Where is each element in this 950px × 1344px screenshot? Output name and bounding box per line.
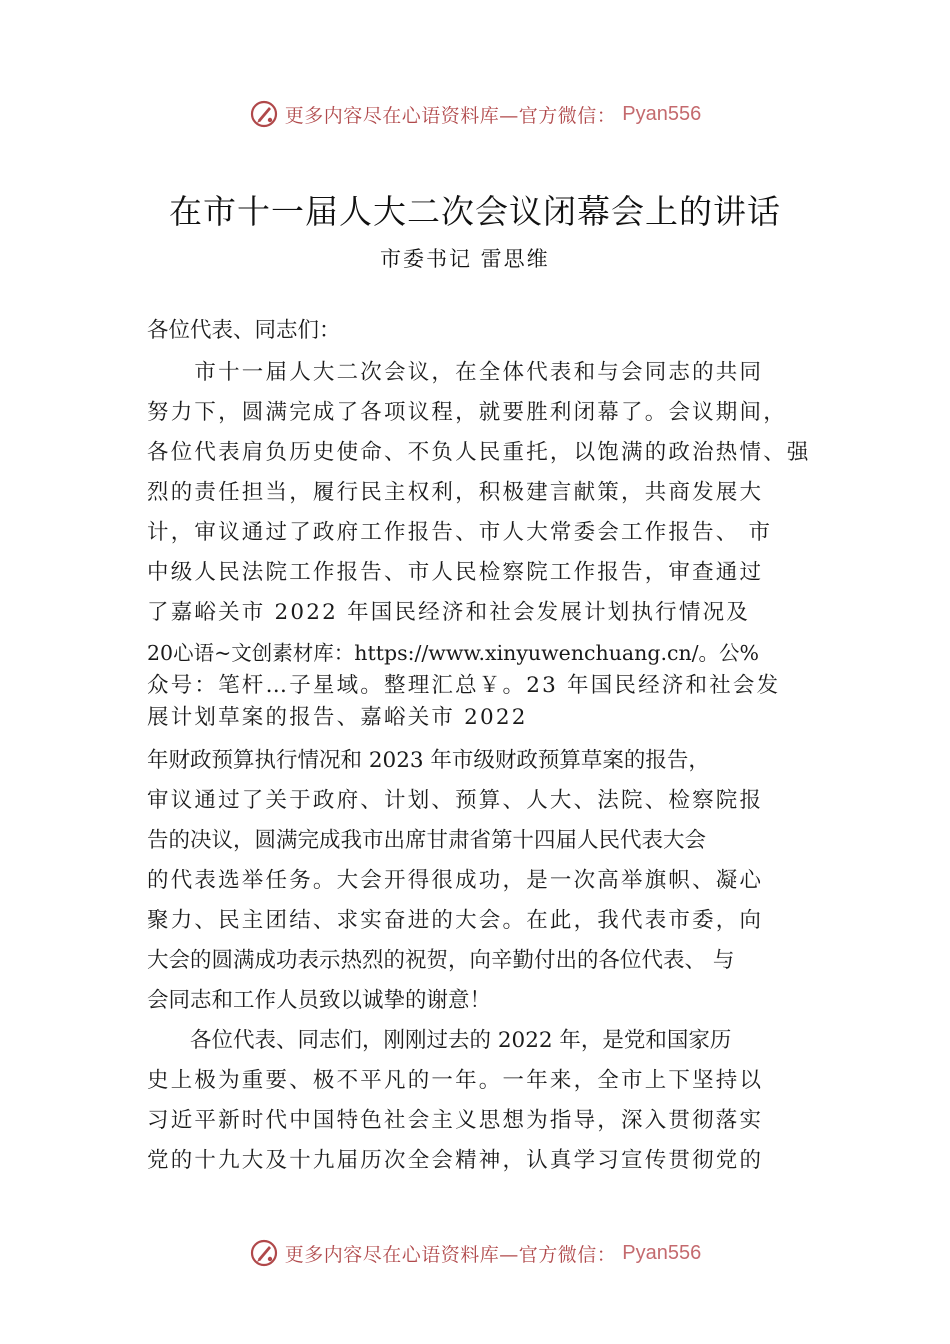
body-line: 党的十九大及十九届历次全会精神，认真学习宣传贯彻党的 xyxy=(147,1148,764,1173)
body-line: 习近平新时代中国特色社会主义思想为指导，深入贯彻落实 xyxy=(147,1108,764,1133)
body-line: 的代表选举任务。大会开得很成功，是一次高举旗帜、凝心 xyxy=(147,868,764,893)
body-line: 各位代表肩负历史使命、不负人民重托，以饱满的政治热情、强 xyxy=(147,440,811,465)
body-line: 各位代表、同志们，刚刚过去的 2022 年，是党和国家历 xyxy=(147,1028,732,1053)
footer-banner xyxy=(0,1233,950,1273)
body-line: 努力下，圆满完成了各项议程，就要胜利闭幕了。会议期间， xyxy=(147,400,787,425)
body-line: 史上极为重要、极不平凡的一年。一年来，全市上下坚持以 xyxy=(147,1068,764,1093)
body-line: 年财政预算执行情况和 2023 年市级财政预算草案的报告， xyxy=(147,748,710,773)
banner-text: 更多内容尽在心语资料库—官方微信： xyxy=(284,1243,617,1266)
body-line: 审议通过了关于政府、计划、预算、人大、法院、检察院报 xyxy=(147,788,764,813)
body-line: 烈的责任担当，履行民主权利，积极建言献策，共商发展大 xyxy=(147,480,764,505)
document-author: 市委书记 雷思维 xyxy=(380,247,550,271)
header-banner xyxy=(0,94,950,134)
body-line: 展计划草案的报告、嘉峪关市 2022 xyxy=(147,705,528,730)
body-line: 会同志和工作人员致以诚挚的谢意！ xyxy=(147,988,492,1013)
banner-text: 更多内容尽在心语资料库—官方微信： xyxy=(284,104,617,127)
body-line: 了嘉峪关市 2022 年国民经济和社会发展计划执行情况及 xyxy=(147,600,750,625)
document-title: 在市十一届人大二次会议闭幕会上的讲话 xyxy=(169,192,781,231)
body-line: 各位代表、同志们： xyxy=(147,318,341,343)
body-line: 市十一届人大二次会议，在全体代表和与会同志的共同 xyxy=(147,360,764,385)
banner-wechat-id: Pyan556 xyxy=(622,1241,702,1264)
body-line: 告的决议，圆满完成我市出席甘肃省第十四届人民代表大会 xyxy=(147,828,707,853)
body-line: 大会的圆满成功表示热烈的祝贺，向辛勤付出的各位代表、 与 xyxy=(147,948,735,973)
banner-wechat-id: Pyan556 xyxy=(622,102,702,125)
body-line-watermark: 20心语~文创素材库：https://www.xinyuwenchuang.cn/。公% xyxy=(147,641,760,665)
body-line: 中级人民法院工作报告、市人民检察院工作报告，审查通过 xyxy=(147,560,764,585)
pen-seal-icon xyxy=(249,1238,279,1268)
body-line: 聚力、民主团结、求实奋进的大会。在此，我代表市委，向 xyxy=(147,908,764,933)
pen-seal-icon xyxy=(249,99,279,129)
body-line: 众号：笔杆…子星域。整理汇总￥。23 年国民经济和社会发 xyxy=(147,673,781,698)
body-line: 计，审议通过了政府工作报告、市人大常委会工作报告、 市 xyxy=(147,520,773,545)
